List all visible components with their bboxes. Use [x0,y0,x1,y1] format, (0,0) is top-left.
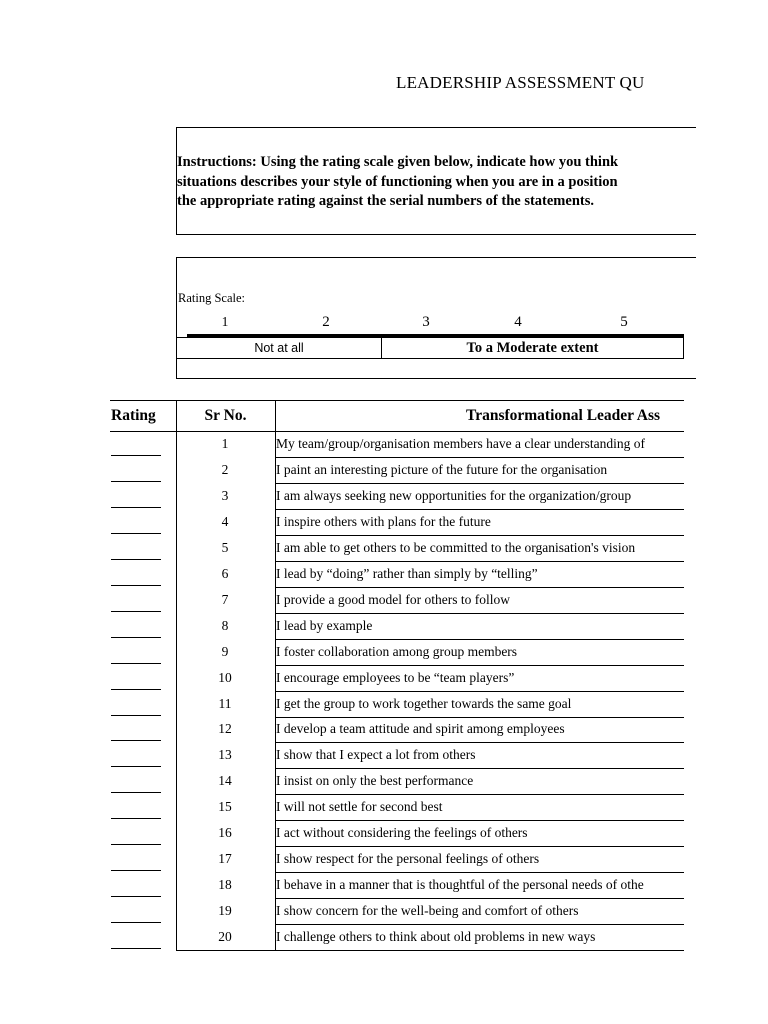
statement-text: I inspire others with plans for the future [276,513,491,529]
header-sr-no: Sr No. [204,407,247,424]
rating-blank-field[interactable] [111,533,161,534]
table-row [110,666,684,692]
table-row [110,536,684,562]
table-row [110,458,684,484]
table-row [110,847,684,873]
statement-text: I show concern for the well-being and comfort of others [276,903,579,919]
scale-number-1: 1 [221,314,229,329]
statement-text: I lead by “doing” rather than simply by “telling” [276,565,538,581]
table-row [110,899,684,925]
statement-text: I lead by example [276,617,373,633]
rating-blank-field[interactable] [111,559,161,560]
serial-number: 9 [221,643,229,659]
table-row [110,743,684,769]
instructions-line: situations describes your style of functioning when you are in a position [177,173,618,190]
rating-blank-field[interactable] [111,715,161,716]
rating-blank-field[interactable] [111,948,161,949]
document-title: LEADERSHIP ASSESSMENT QU [396,73,645,92]
statement-text: I provide a good model for others to follow [276,591,510,607]
table-row [110,925,684,951]
scale-number-2: 2 [322,314,330,330]
header-statement: Transformational Leader Ass [466,407,661,424]
header-rating: Rating [111,407,156,424]
rating-blank-field[interactable] [111,455,161,456]
serial-number: 18 [218,877,232,893]
serial-number: 5 [221,539,229,555]
statement-text: I will not settle for second best [276,799,443,815]
rating-blank-field[interactable] [111,507,161,508]
rating-blank-field[interactable] [111,844,161,845]
serial-number: 14 [218,773,232,789]
serial-number: 4 [221,513,229,529]
statement-text: I insist on only the best performance [276,773,474,789]
statement-text: I challenge others to think about old problems in new ways [276,929,596,945]
rating-blank-field[interactable] [111,740,161,741]
instructions-line: the appropriate rating against the serial numbers of the statements. [177,193,594,209]
rating-blank-field[interactable] [111,766,161,767]
table-row [110,432,684,458]
statement-text: I behave in a manner that is thoughtful of the personal needs of othe [276,877,644,893]
scale-number-3: 3 [422,314,430,330]
statement-text: I show respect for the personal feelings of others [276,851,540,867]
statement-text: I develop a team attitude and spirit among employees [276,721,565,737]
statement-text: I am always seeking new opportunities for the organization/group [276,487,632,503]
rating-blank-field[interactable] [111,637,161,638]
table-row [110,795,684,821]
serial-number: 10 [218,669,232,685]
row-divider [276,950,684,951]
rating-blank-field[interactable] [111,870,161,871]
table-row [110,614,684,640]
serial-number: 2 [221,461,229,477]
table-row [110,717,684,743]
statement-text: I get the group to work together towards the same goal [276,695,572,711]
rating-blank-field[interactable] [111,611,161,612]
statement-text: I act without considering the feelings of others [276,825,528,841]
serial-number: 19 [218,903,232,919]
rating-scale-label: Rating Scale: [178,291,245,305]
scale-descriptor-not-at-all: Not at all [176,337,382,359]
table-row [110,588,684,614]
table-row [110,562,684,588]
rating-blank-field[interactable] [111,922,161,923]
serial-number: 11 [218,695,232,711]
serial-number: 15 [218,799,232,815]
statement-text: I encourage employees to be “team players” [276,669,515,685]
statement-text: My team/group/organisation members have a clear understanding of [276,436,646,451]
scale-descriptor-moderate: To a Moderate extent [381,337,684,359]
table-row [110,873,684,899]
rating-blank-field[interactable] [111,663,161,664]
scale-number-5: 5 [620,314,628,330]
statement-text: I foster collaboration among group members [276,643,518,659]
rating-blank-field[interactable] [111,818,161,819]
table-row [110,692,684,718]
serial-number: 16 [218,825,232,841]
serial-number: 20 [218,929,232,945]
statement-text: I paint an interesting picture of the future for the organisation [276,461,608,477]
table-row [110,769,684,795]
table-row [110,484,684,510]
statement-text: I show that I expect a lot from others [276,747,476,763]
scale-number-4: 4 [514,314,522,330]
instructions-line: Instructions: Using the rating scale given below, indicate how you think [177,154,619,170]
serial-number: 3 [221,487,229,503]
serial-number: 12 [218,721,232,737]
table-row [110,510,684,536]
row-divider [176,950,275,951]
instructions-text [177,153,683,212]
table-row [110,821,684,847]
rating-blank-field[interactable] [111,481,161,482]
table-row [110,640,684,666]
serial-number: 13 [218,747,232,763]
serial-number: 1 [221,436,229,451]
rating-blank-field[interactable] [111,896,161,897]
rating-blank-field[interactable] [111,689,161,690]
rating-blank-field[interactable] [111,585,161,586]
serial-number: 17 [218,851,232,867]
serial-number: 8 [221,617,229,633]
serial-number: 6 [221,565,229,581]
serial-number: 7 [221,591,229,607]
statement-text: I am able to get others to be committed to the organisation's vision [276,539,636,555]
rating-blank-field[interactable] [111,792,161,793]
